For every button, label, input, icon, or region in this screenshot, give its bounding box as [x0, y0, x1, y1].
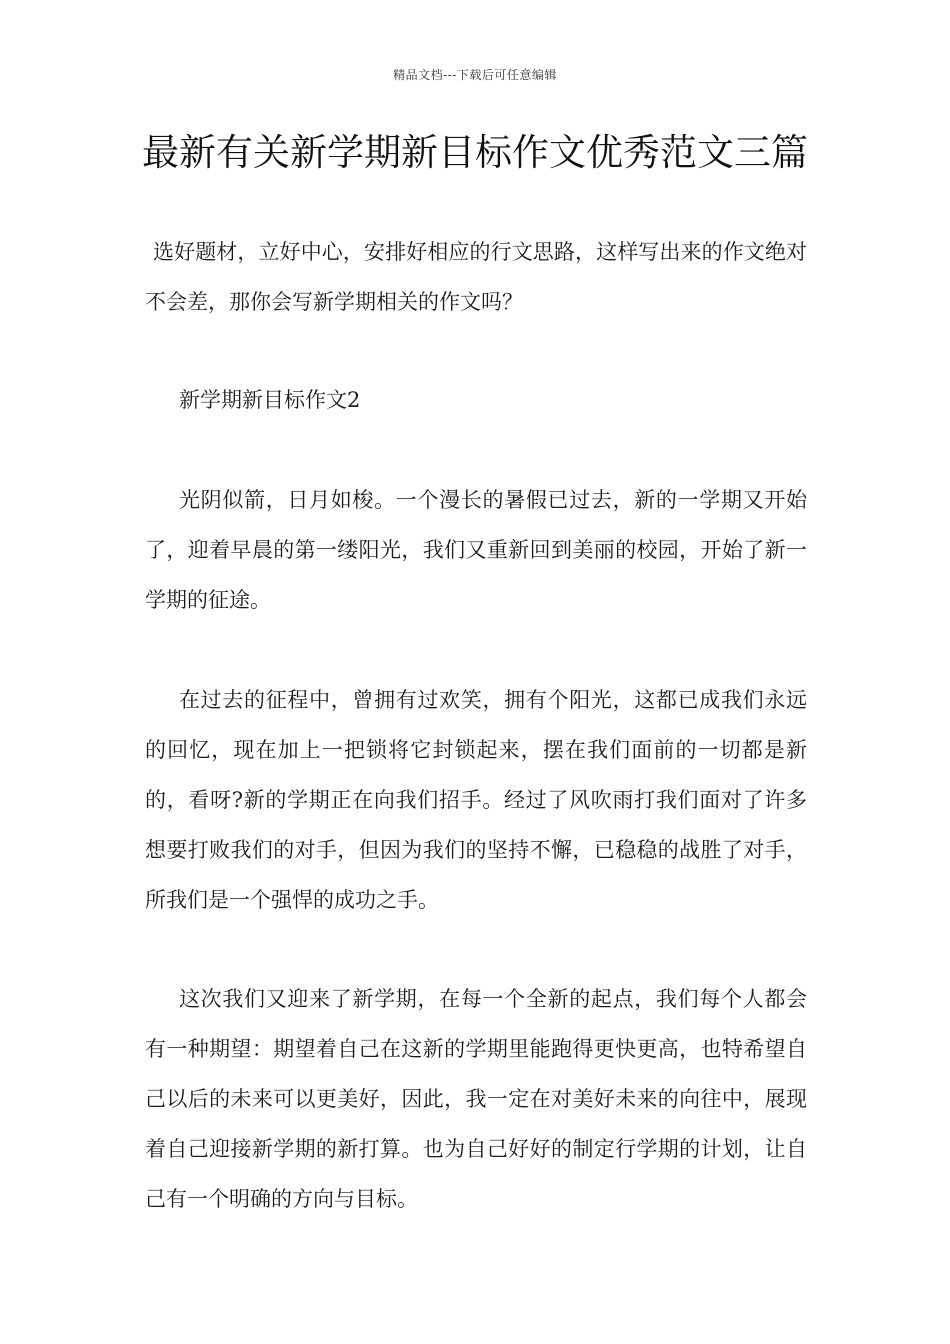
body-paragraph-1: 光阴似箭，日月如梭。一个漫长的暑假已过去，新的一学期又开始了，迎着早晨的第一缕阳光，我们又重新回到美丽的校园，开始了新一学期的征途。 [145, 488, 807, 612]
section-subheading: 新学期新目标作文2 [179, 388, 361, 412]
body-paragraph-3: 这次我们又迎来了新学期，在每一个全新的起点，我们每个人都会有一种期望：期望着自己在这新的学期里能跑得更快更高，也特希望自己以后的未来可以更美好，因此，我一定在对美好未来的向往中，展现着自己迎接新学期的新打算。也为自己好好的制定行学期的计划，让自己有一个明确的方向与目标。 [145, 987, 807, 1211]
header-note: 精品文档---下载后可任意编辑 [393, 68, 557, 82]
intro-paragraph: 选好题材，立好中心，安排好相应的行文思路，这样写出来的作文绝对不会差，那你会写新学期相关的作文吗？ [145, 240, 807, 314]
document-title: 最新有关新学期新目标作文优秀范文三篇 [142, 131, 808, 174]
body-paragraph-2: 在过去的征程中，曾拥有过欢笑，拥有个阳光，这都已成我们永远的回忆，现在加上一把锁将它封锁起来，摆在我们面前的一切都是新的，看呀?新的学期正在向我们招手。经过了风吹雨打我们面对了许多想要打败我们的对手，但因为我们的坚持不懈，已稳稳的战胜了对手，所我们是一个强悍的成功之手。 [145, 688, 807, 912]
